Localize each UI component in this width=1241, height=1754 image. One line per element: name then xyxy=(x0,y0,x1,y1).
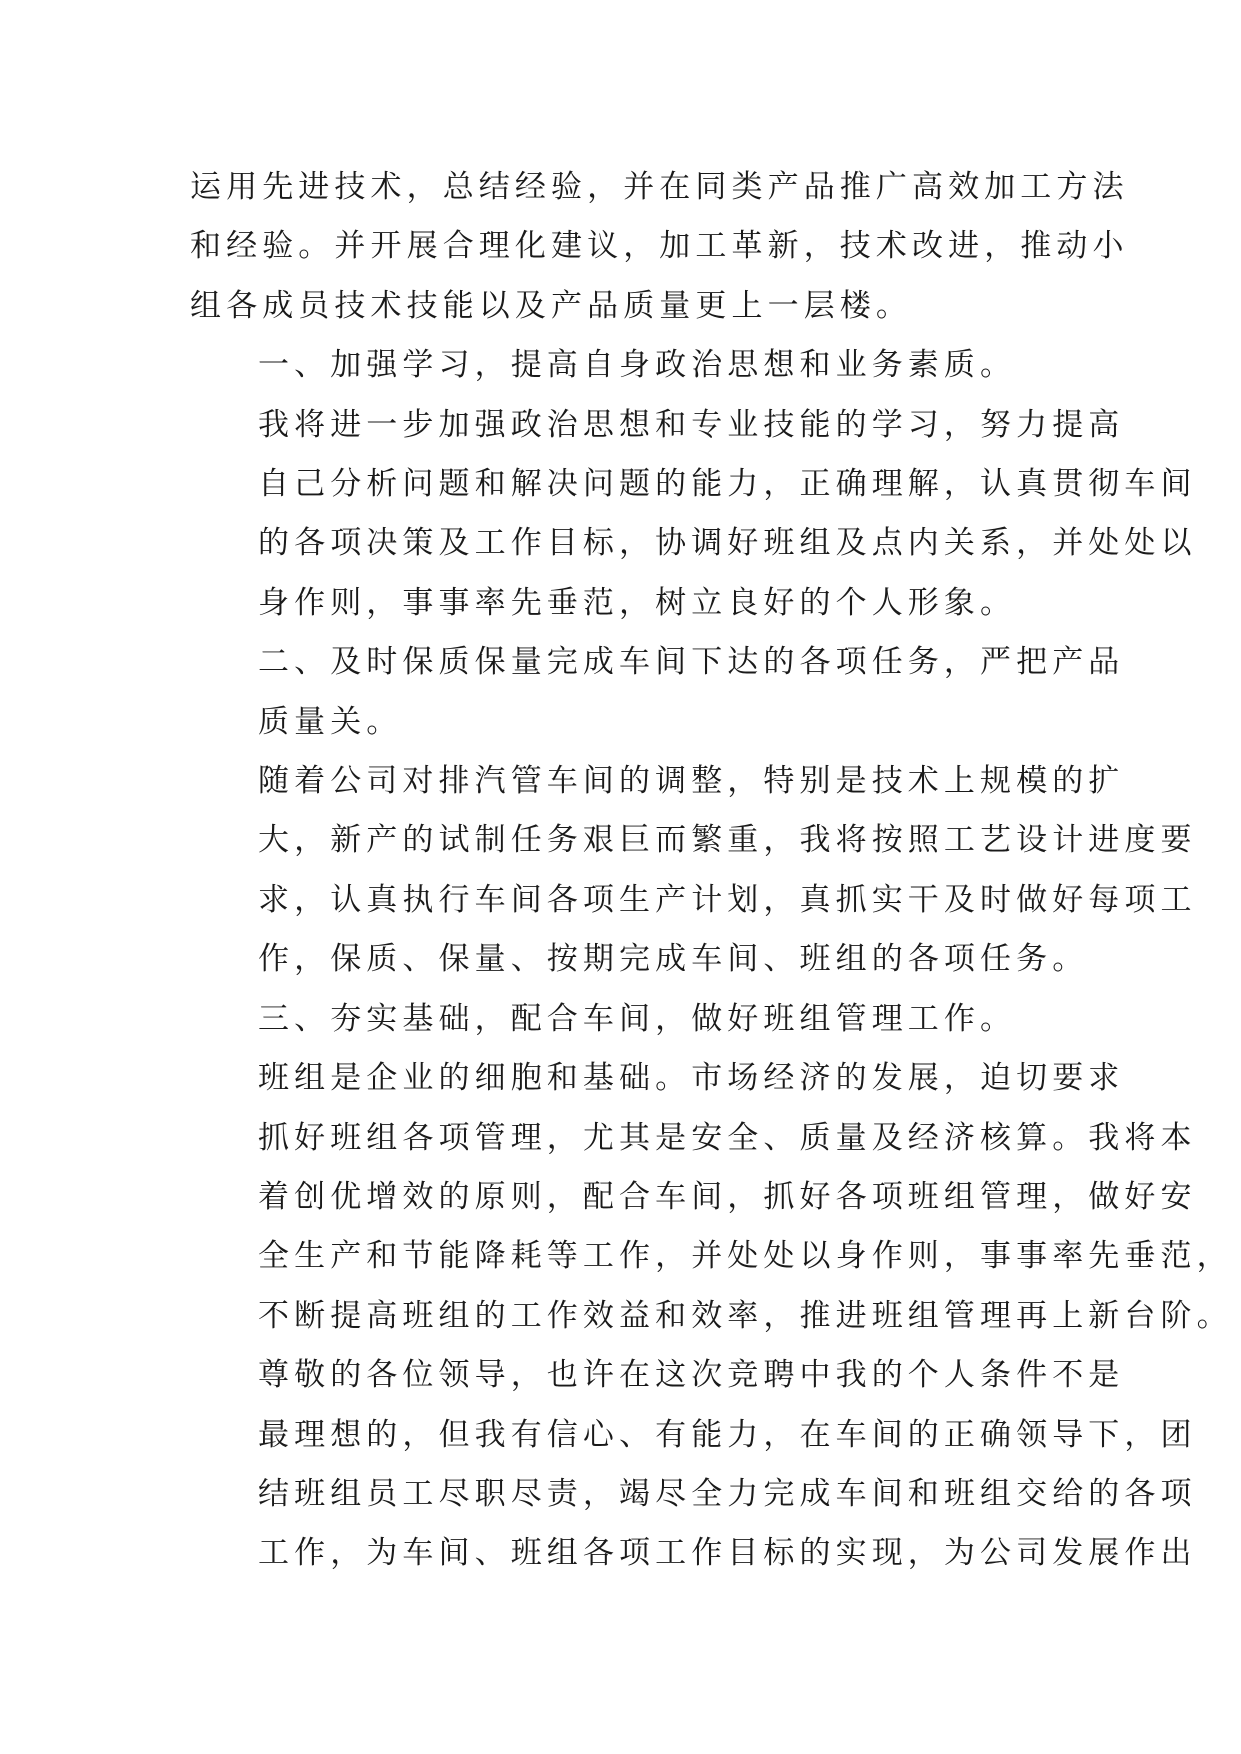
text-line: 全生产和节能降耗等工作，并处处以身作则，事事率先垂范， xyxy=(258,1238,1233,1275)
paragraph-3 xyxy=(190,396,1197,634)
text-line: 和经验。并开展合理化建议，加工革新，技术改进，推动小 xyxy=(190,228,1129,265)
text-line: 运用先进技术，总结经验，并在同类产品推广高效加工方法 xyxy=(190,169,1129,205)
text-line: 自己分析问题和解决问题的能力，正确理解，认真贯彻车间 xyxy=(258,466,1197,503)
text-line: 工作，为车间、班组各项工作目标的实现，为公司发展作出 xyxy=(258,1535,1197,1572)
heading-two xyxy=(190,633,1125,752)
text-line: 三、夯实基础，配合车间，做好班组管理工作。 xyxy=(258,1000,1017,1037)
heading-three xyxy=(190,990,1052,1049)
text-line: 大，新产的试制任务艰巨而繁重，我将按照工艺设计进度要 xyxy=(258,822,1197,859)
text-line: 质量关。 xyxy=(258,703,403,740)
text-line: 组各成员技术技能以及产品质量更上一层楼。 xyxy=(190,287,912,324)
text-line: 着创优增效的原则，配合车间，抓好各项班组管理，做好安 xyxy=(258,1178,1197,1215)
text-line: 随着公司对排汽管车间的调整，特别是技术上规模的扩 xyxy=(258,763,1125,800)
text-line: 身作则，事事率先垂范，树立良好的个人形象。 xyxy=(258,584,1017,621)
paragraph-8 xyxy=(190,1346,1197,1584)
text-line: 结班组员工尽职尽责，竭尽全力完成车间和班组交给的各项 xyxy=(258,1475,1197,1512)
text-line: 最理想的，但我有信心、有能力，在车间的正确领导下，团 xyxy=(258,1416,1197,1453)
text-line: 的各项决策及工作目标，协调好班组及点内关系，并处处以 xyxy=(258,525,1197,562)
paragraph-5 xyxy=(190,752,1197,990)
text-line: 不断提高班组的工作效益和效率，推进班组管理再上新台阶。 xyxy=(258,1297,1233,1334)
text-line: 尊敬的各位领导，也许在这次竞聘中我的个人条件不是 xyxy=(258,1357,1125,1394)
text-line: 一、加强学习，提高自身政治思想和业务素质。 xyxy=(258,347,1017,384)
text-line: 我将进一步加强政治思想和专业技能的学习，努力提高 xyxy=(258,406,1125,443)
text-line: 班组是企业的细胞和基础。市场经济的发展，迫切要求 xyxy=(258,1060,1125,1097)
text-line: 作，保质、保量、按期完成车间、班组的各项任务。 xyxy=(258,941,1089,978)
text-line: 抓好班组各项管理，尤其是安全、质量及经济核算。我将本 xyxy=(258,1119,1197,1156)
document-body xyxy=(190,158,1233,1584)
paragraph-7 xyxy=(190,1049,1233,1346)
text-line: 二、及时保质保量完成车间下达的各项任务，严把产品 xyxy=(258,644,1125,681)
paragraph-1 xyxy=(190,158,1129,336)
text-line: 求，认真执行车间各项生产计划，真抓实干及时做好每项工 xyxy=(258,881,1197,918)
heading-one xyxy=(190,336,1052,395)
